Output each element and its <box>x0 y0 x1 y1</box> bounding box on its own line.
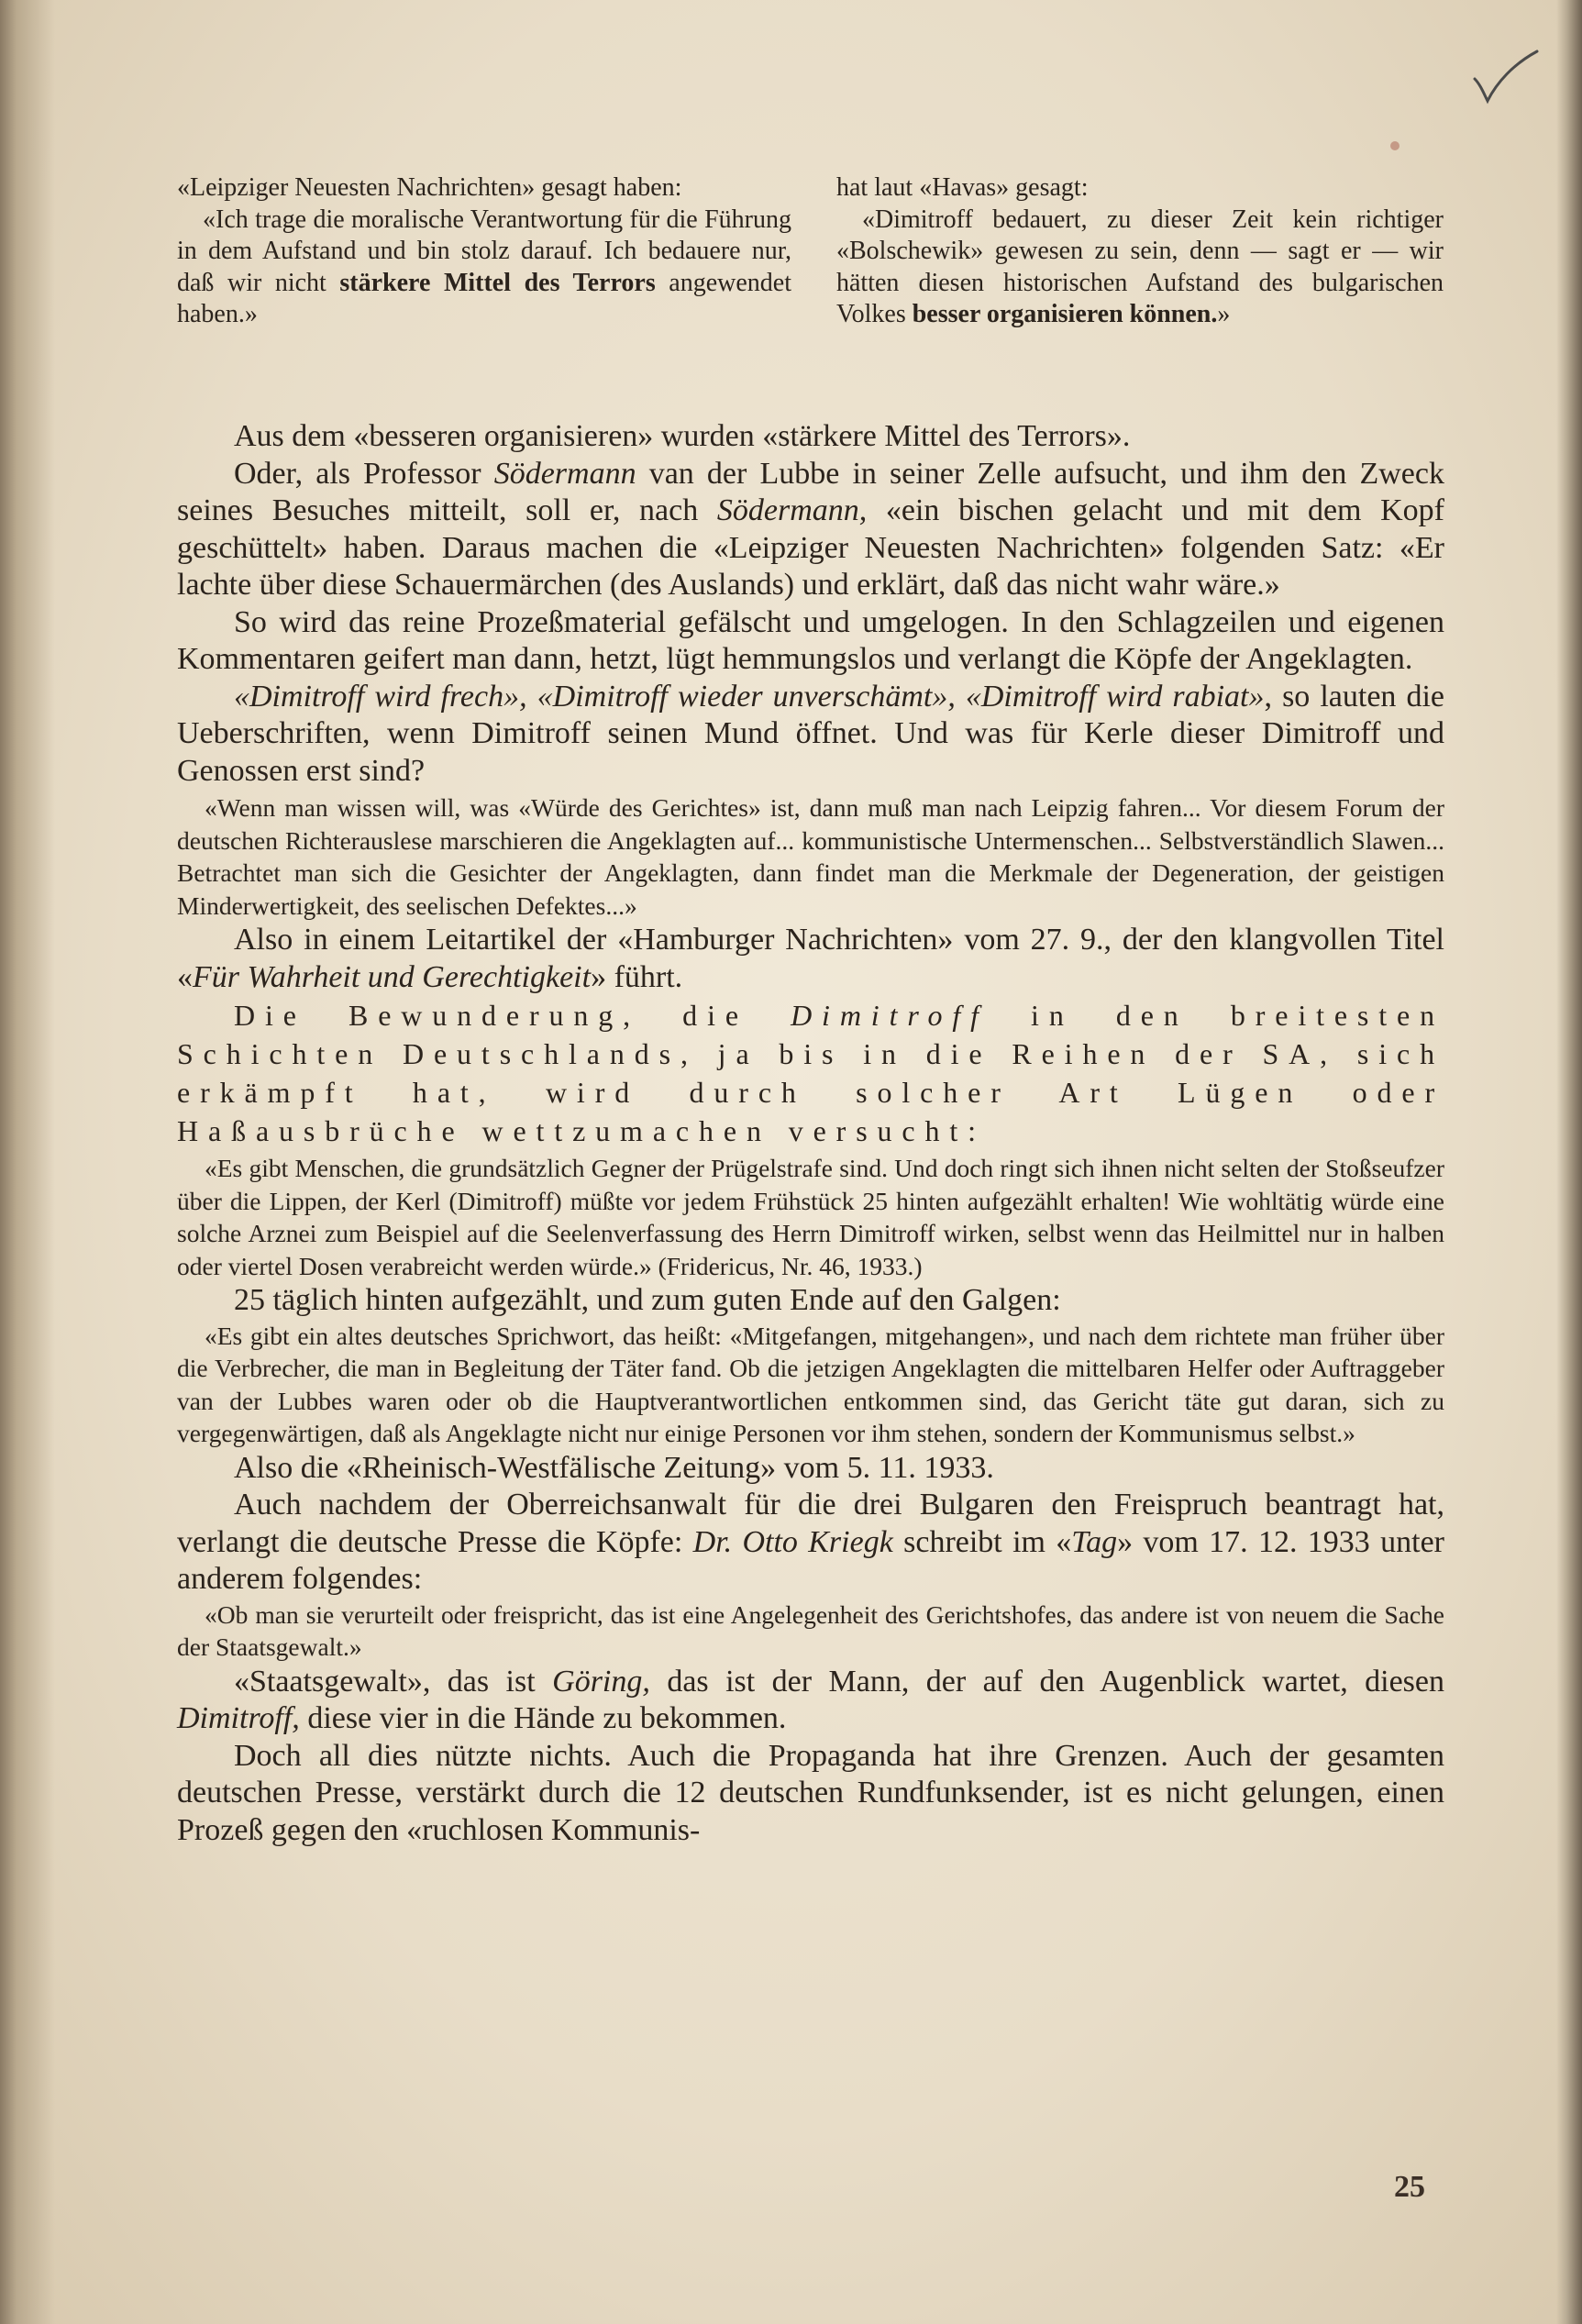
right-column <box>836 172 1444 331</box>
body-text <box>177 418 1444 1849</box>
paragraph: «Staatsgewalt», das ist Göring, das ist der Mann, der auf den Augenblick wartet, diesen Dimitroff, diese vier in die Hände zu bekommen. <box>177 1664 1444 1735</box>
book-gutter-shadow <box>0 0 55 2324</box>
paragraph: «Dimitroff wird frech», «Dimitroff wieder unverschämt», «Dimitroff wird rabiat», so lauten die Ueberschriften, wenn Dimitroff seinen Mund öffnet. Und was für Kerle dieser Dimitroff und Genossen erst sind? <box>177 679 1445 788</box>
block-quote: «Ob man sie verurteilt oder freispricht, das ist eine Angelegenheit des Gerichtshofes, das andere ist von neuem die Sache der Staatsgewalt.» <box>177 1599 1444 1661</box>
paragraph: Oder, als Professor Södermann van der Lubbe in seiner Zelle aufsucht, und ihm den Zweck seines Besuches mitteilt, soll er, nach Södermann, «ein bischen gelacht und mit dem Kopf geschüttelt» haben. Daraus machen die «Leipziger Neuesten Nachrichten» folgenden Satz: «Er lachte über diese Schauermärchen (des Auslands) und erklärt, daß das nicht wahr wäre.» <box>177 456 1444 602</box>
spaced-paragraph: Die Bewunderung, die Dimitroff in den breitesten Schichten Deutschlands, ja bis in die Reihen der SA, sich erkämpft hat, wird durch solcher Art Lügen oder Haßausbrüche wettzumachen versucht: <box>177 999 1445 1147</box>
paragraph: Also die «Rheinisch-Westfälische Zeitung» vom 5. 11. 1933. <box>234 1450 994 1485</box>
paragraph: Auch nachdem der Oberreichsanwalt für die drei Bulgaren den Freispruch beantragt hat, verlangt die deutsche Presse die Köpfe: Dr. Otto Kriegk schreibt im «Tag» vom 17. 12. 1933 unter anderem folgendes: <box>177 1488 1444 1596</box>
block-quote: «Es gibt Menschen, die grundsätzlich Gegner der Prügelstrafe sind. Und doch ringt sich ihnen nicht selten der Stoßseufzer über die Lippen, der Kerl (Dimitroff) müßte vor jedem Frühstück 25 hinten aufgezählt erhalten! Wie wohltätig würde eine solche Arznei zum Beispiel auf die Seelenverfassung des Herrn Dimitroff wirken, selbst wenn das Heilmittel nur in halben oder viertel Dosen verabreicht werden würde.» (Fridericus, Nr. 46, 1933.) <box>177 1154 1444 1280</box>
page-number: 25 <box>1394 2170 1425 2204</box>
paragraph: Doch all dies nützte nichts. Auch die Propaganda hat ihre Grenzen. Auch der gesamten deutschen Presse, verstärkt durch die 12 deutschen Rundfunksender, ist es nicht gelungen, einen Prozeß gegen den «ruchlosen Kommunis- <box>177 1738 1444 1847</box>
block-quote: «Wenn man wissen will, was «Würde des Gerichtes» ist, dann muß man nach Leipzig fahren... Vor diesem Forum der deutschen Richterauslese marschieren die Angeklagten auf... kommunistische Untermenschen... Selbstverständlich Slawen... Betrachtet man sich die Gesichter der Angeklagten, dann findet man die Merkmale der Degeneration, der geistigen Minderwertigkeit, des seelischen Defektes...» <box>177 793 1444 920</box>
right-column-intro: hat laut «Havas» gesagt: <box>836 173 1089 202</box>
paragraph: Also in einem Leitartikel der «Hamburger Nachrichten» vom 27. 9., der den klangvollen Titel «Für Wahrheit und Gerechtigkeit» führt. <box>177 923 1444 994</box>
page-edge-shadow <box>1556 0 1582 2324</box>
paragraph: Aus dem «besseren organisieren» wurden «stärkere Mittel des Terrors». <box>234 419 1131 453</box>
right-column-quote: «Dimitroff bedauert, zu dieser Zeit kein richtiger «Bolschewik» gewesen zu sein, denn — sagt er — wir hätten diesen historischen Aufstand des bulgarischen Volkes besser organisieren können.» <box>836 205 1444 328</box>
check-mark-icon <box>1467 48 1541 112</box>
ink-dot <box>1390 141 1399 150</box>
left-column <box>177 172 791 331</box>
headline-quotes: «Dimitroff wird frech», «Dimitroff wieder unverschämt», «Dimitroff wird rabiat» <box>234 679 1265 714</box>
paragraph: 25 täglich hinten aufgezählt, und zum guten Ende auf den Galgen: <box>234 1283 1061 1317</box>
emphasis: stärkere Mittel des Terrors <box>339 268 656 297</box>
left-column-quote: «Ich trage die moralische Verantwortung für die Führung in dem Aufstand und bin stolz darauf. Ich bedauere nur, daß wir nicht stärkere Mittel des Terrors angewendet haben.» <box>177 205 791 328</box>
block-quote: «Es gibt ein altes deutsches Sprichwort, das heißt: «Mitgefangen, mitgehangen», und nach dem richtete man früher über die Verbrecher, die man in Begleitung der Täter fand. Ob die jetzigen Angeklagten die mittelbaren Helfer oder Auftraggeber van der Lubbes waren oder ob die Hauptverantwortlichen entkommen sind, das Gericht täte gut daran, sich zu vergegenwärtigen, daß als Angeklagte nicht nur einige Personen vor ihm stehen, sondern der Kommunismus selbst.» <box>177 1321 1444 1447</box>
emphasis: besser organisieren können. <box>912 300 1218 328</box>
paragraph: So wird das reine Prozeßmaterial gefälscht und umgelogen. In den Schlagzeilen und eigenen Kommentaren geifert man dann, hetzt, lügt hemmungslos und verlangt die Köpfe der Angeklagten. <box>177 604 1444 676</box>
left-column-intro: «Leipziger Neuesten Nachrichten» gesagt haben: <box>177 173 682 202</box>
